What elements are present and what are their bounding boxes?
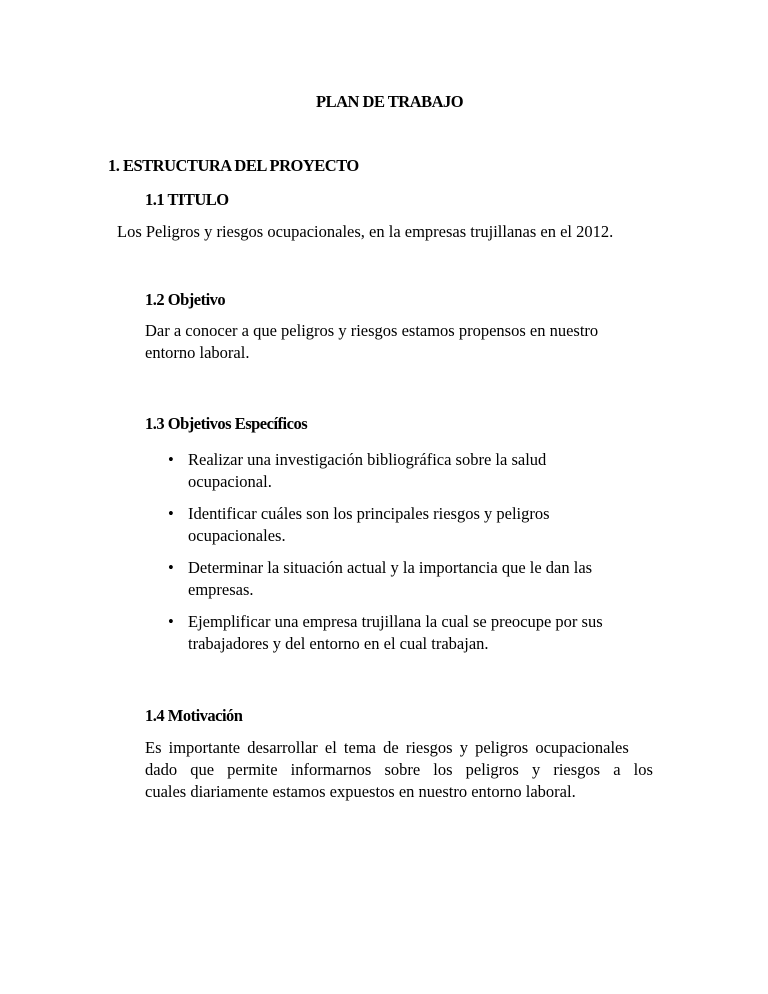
list-item-line: Identificar cuáles son los principales riesgos y peligros [188, 504, 550, 523]
list-item-line: Realizar una investigación bibliográfica sobre la salud [188, 450, 547, 469]
bullet-icon: • [168, 450, 174, 469]
list-item-line: empresas. [188, 580, 254, 599]
list-item-line: ocupacionales. [188, 526, 286, 545]
subsection-heading: 1.2 Objetivo [145, 290, 226, 309]
paragraph-line: entorno laboral. [145, 343, 250, 362]
subsection-heading: 1.4 Motivación [145, 706, 243, 725]
list-item-line: ocupacional. [188, 472, 272, 491]
document-title: PLAN DE TRABAJO [316, 92, 464, 111]
section-heading: 1. ESTRUCTURA DEL PROYECTO [108, 156, 359, 175]
subsection-heading: 1.1 TITULO [145, 190, 229, 209]
paragraph-line: cuales diariamente estamos expuestos en nuestro entorno laboral. [145, 782, 576, 801]
bullet-icon: • [168, 504, 174, 523]
title-text: Los Peligros y riesgos ocupacionales, en la empresas trujillanas en el 2012. [117, 222, 614, 241]
bullet-icon: • [168, 558, 174, 577]
subsection-heading: 1.3 Objetivos Específicos [145, 414, 308, 433]
paragraph-line: Dar a conocer a que peligros y riesgos estamos propensos en nuestro [145, 321, 599, 340]
bullet-icon: • [168, 612, 174, 631]
paragraph-line: Es importante desarrollar el tema de riesgos y peligros ocupacionales [145, 738, 629, 757]
list-item-line: trabajadores y del entorno en el cual trabajan. [188, 634, 489, 653]
list-item-line: Ejemplificar una empresa trujillana la cual se preocupe por sus [188, 612, 603, 631]
list-item-line: Determinar la situación actual y la importancia que le dan las [188, 558, 593, 577]
paragraph-line: dado que permite informarnos sobre los peligros y riesgos a los [145, 760, 653, 779]
